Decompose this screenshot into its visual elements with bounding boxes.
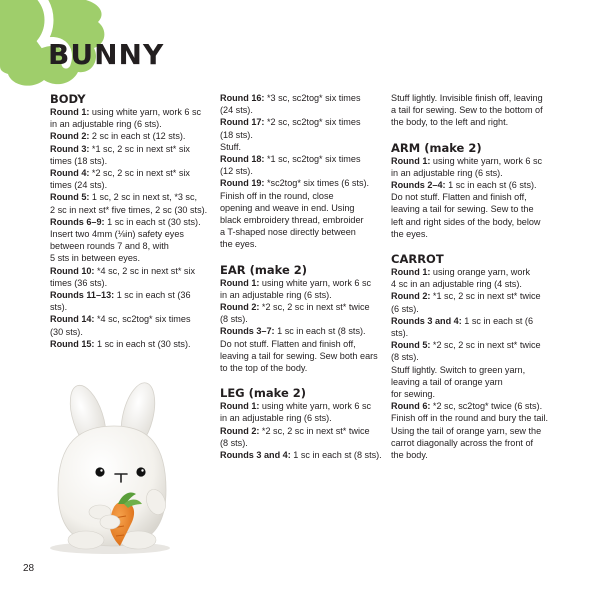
instruction-text: *1 sc, 2 sc in next st* twice (430, 291, 541, 302)
instruction-line (220, 362, 382, 374)
bunny-photo (38, 380, 188, 555)
instruction-text: Stuff. (220, 141, 242, 152)
instruction-line (391, 315, 551, 339)
round-label: Rounds 2–4: (391, 180, 446, 191)
instruction-line (391, 92, 551, 104)
instruction-line (391, 351, 551, 363)
instruction-text: Do not stuff. Flatten and finish off, (391, 192, 527, 203)
instruction-line (391, 216, 551, 228)
instruction-text: times (18 sts). (50, 155, 108, 166)
instruction-line (391, 339, 551, 351)
instruction-text: leaving a tail of orange yarn (391, 376, 503, 387)
instruction-line (50, 228, 210, 240)
round-label: Rounds 11–13: (50, 290, 115, 301)
instruction-text: using white yarn, work 6 sc (430, 155, 543, 166)
instruction-line (391, 412, 551, 424)
ear-instructions (220, 277, 382, 375)
instruction-text: black embroidery thread, embroider (220, 215, 364, 226)
instruction-text: opening and weave in end. Using (220, 202, 355, 213)
page-title: BUNNY (48, 38, 165, 71)
instruction-text: the eyes. (220, 239, 257, 250)
instruction-text: (6 sts). (391, 303, 419, 314)
instruction-line (50, 289, 210, 313)
instruction-text: Do not stuff. Flatten and finish off, (220, 338, 356, 349)
instruction-line (391, 425, 551, 437)
instruction-text: 5 sts in between eyes. (50, 253, 140, 264)
instruction-line (50, 167, 210, 179)
instruction-line (220, 116, 382, 128)
instruction-line (50, 179, 210, 191)
instruction-text: using white yarn, work 6 sc (89, 107, 202, 117)
instruction-text: times (24 sts). (50, 180, 108, 191)
instruction-line (391, 364, 551, 376)
instruction-line (50, 240, 210, 252)
instruction-line (50, 277, 210, 289)
instruction-text: using white yarn, work 6 sc (259, 277, 372, 288)
instruction-text: *2 sc, 2 sc in next st* twice (259, 302, 370, 313)
round-label: Round 2: (220, 425, 260, 436)
round-label: Round 2: (220, 302, 260, 313)
instruction-text: Finish off in the round and bury the tail. (391, 413, 549, 424)
instruction-line (391, 388, 551, 400)
round-label: Round 5: (391, 340, 431, 351)
instruction-text: *1 sc, 2 sc in next st* six (89, 143, 190, 154)
instruction-text: Stuff lightly. Switch to green yarn, (391, 364, 526, 375)
round-label: Round 4: (50, 168, 90, 179)
instruction-text: *4 sc, 2 sc in next st* six (94, 265, 196, 276)
instruction-line (220, 165, 382, 177)
instruction-text: times (36 sts). (50, 277, 108, 288)
instruction-text: (12 sts). (220, 166, 253, 177)
instruction-text: between rounds 7 and 8, with (50, 241, 169, 252)
instruction-text: the body. (391, 450, 428, 461)
instruction-line (50, 191, 210, 203)
instruction-line (220, 177, 382, 189)
instruction-text: 1 sc in each st (30 sts). (104, 216, 201, 227)
instruction-text: the body, to the left and right. (391, 117, 509, 128)
instruction-text: using white yarn, work 6 sc (259, 401, 372, 412)
instruction-line (50, 265, 210, 277)
section-heading-body: BODY (50, 92, 86, 106)
instruction-line (220, 214, 382, 226)
instruction-line (391, 437, 551, 449)
round-label: Round 1: (50, 107, 90, 117)
round-label: Rounds 3 and 4: (220, 450, 291, 461)
instruction-text: 1 sc in each st (6 sts). (445, 180, 537, 191)
round-label: Round 1: (391, 155, 431, 166)
instruction-text: Using the tail of orange yarn, sew the (391, 425, 542, 436)
round-label: Rounds 6–9: (50, 216, 105, 227)
column-middle (220, 92, 382, 461)
round-label: Round 16: (220, 93, 265, 103)
arm-instructions (391, 155, 551, 240)
round-label: Rounds 3–7: (220, 326, 275, 337)
instruction-line (220, 338, 382, 350)
round-label: Round 18: (220, 154, 265, 165)
instruction-text: leaving a tail for sewing. Sew both ears (220, 350, 378, 361)
instruction-line (391, 449, 551, 461)
section-heading-arm: ARM (make 2) (391, 140, 482, 155)
page-number: 28 (23, 563, 35, 574)
instruction-text: (8 sts). (391, 352, 419, 363)
instruction-text: (24 sts). (220, 105, 253, 116)
instruction-line (220, 289, 382, 301)
round-label: Round 17: (220, 117, 265, 128)
instruction-text: leaving a tail for sewing. Sew to the (391, 204, 534, 215)
instruction-line (391, 303, 551, 315)
instruction-line (220, 104, 382, 116)
instruction-text: for sewing. (391, 389, 435, 400)
body-instructions (50, 106, 210, 350)
instruction-text: 2 sc in next st* five times, 2 sc (30 sts). (50, 204, 208, 215)
section-heading-carrot: CARROT (391, 252, 444, 267)
instruction-text: (18 sts). (220, 129, 253, 140)
instruction-line (391, 116, 551, 128)
instruction-line (50, 252, 210, 264)
instruction-line (50, 338, 210, 350)
instruction-text: *2 sc, sc2tog* twice (6 sts). (430, 401, 543, 412)
instruction-line (220, 449, 382, 461)
round-label: Round 5: (50, 192, 90, 203)
instruction-text: (8 sts). (220, 314, 248, 325)
instruction-text: (30 sts). (50, 326, 83, 337)
leg-instructions-continued (391, 92, 551, 129)
instruction-line (50, 143, 210, 155)
instruction-text: a tail for sewing. Sew to the bottom of (391, 105, 543, 116)
instruction-text: 1 sc in each st (8 sts). (274, 326, 366, 337)
carrot-instructions (391, 266, 551, 461)
instruction-line (220, 325, 382, 337)
column-right (391, 92, 551, 461)
instruction-text: left and right sides of the body, below (391, 216, 541, 227)
instruction-line (220, 153, 382, 165)
body-instructions-continued (220, 92, 382, 251)
instruction-text: *sc2tog* six times (6 sts). (264, 178, 370, 189)
round-label: Rounds 3 and 4: (391, 315, 462, 326)
instruction-text: *2 sc, 2 sc in next st* twice (259, 425, 370, 436)
instruction-text: 1 sc in each st (36 sts). (50, 290, 191, 313)
round-label: Round 6: (391, 401, 431, 412)
instruction-line (50, 118, 210, 130)
instruction-line (50, 313, 210, 325)
instruction-line (220, 313, 382, 325)
instruction-line (220, 141, 382, 153)
instruction-text: in an adjustable ring (6 sts). (50, 119, 162, 130)
instruction-text: 1 sc in each st (30 sts). (94, 338, 191, 349)
instruction-text: *4 sc, sc2tog* six times (94, 314, 191, 325)
instruction-text: Stuff lightly. Invisible finish off, leaving (391, 93, 543, 103)
round-label: Round 2: (391, 291, 431, 302)
instruction-line (391, 203, 551, 215)
instruction-text: 1 sc in each st (6 sts). (391, 315, 534, 339)
instruction-line (391, 167, 551, 179)
instruction-line (50, 216, 210, 228)
instruction-line (220, 437, 382, 449)
instruction-text: *1 sc, sc2tog* six times (264, 154, 361, 165)
instruction-text: *2 sc, sc2tog* six times (264, 117, 361, 128)
instruction-line (220, 129, 382, 141)
instruction-text: 4 sc in an adjustable ring (4 sts). (391, 279, 522, 290)
instruction-text: Insert two 4mm (⅛in) safety eyes (50, 229, 184, 240)
instruction-text: in an adjustable ring (6 sts). (391, 167, 503, 178)
instruction-text: in an adjustable ring (6 sts). (220, 289, 332, 300)
instruction-line (391, 104, 551, 116)
instruction-line (391, 266, 551, 278)
round-label: Round 10: (50, 265, 95, 276)
instruction-text: the eyes. (391, 228, 428, 239)
instruction-text: 1 sc, 2 sc in next st, *3 sc, (89, 192, 198, 203)
round-label: Round 15: (50, 338, 95, 349)
instruction-line (220, 350, 382, 362)
instruction-line (50, 130, 210, 142)
instruction-text: 1 sc in each st (8 sts). (290, 450, 382, 461)
instruction-line (220, 226, 382, 238)
instruction-text: to the top of the body. (220, 363, 308, 374)
instruction-line (50, 106, 210, 118)
round-label: Round 3: (50, 143, 90, 154)
round-label: Round 19: (220, 178, 265, 189)
instruction-text: *2 sc, 2 sc in next st* six (89, 168, 190, 179)
leg-instructions (220, 400, 382, 461)
instruction-text: in an adjustable ring (6 sts). (220, 413, 332, 424)
instruction-line (391, 290, 551, 302)
round-label: Round 1: (391, 267, 431, 278)
round-label: Round 14: (50, 314, 95, 325)
instruction-text: Finish off in the round, close (220, 190, 334, 201)
instruction-line (50, 326, 210, 338)
instruction-line (391, 155, 551, 167)
instruction-text: 2 sc in each st (12 sts). (89, 131, 186, 142)
section-heading-ear: EAR (make 2) (220, 262, 308, 277)
round-label: Round 1: (220, 277, 260, 288)
instruction-line (220, 238, 382, 250)
instruction-line (220, 92, 382, 104)
instruction-line (220, 277, 382, 289)
instruction-text: *3 sc, sc2tog* six times (264, 93, 361, 103)
instruction-line (220, 400, 382, 412)
instruction-text: *2 sc, 2 sc in next st* twice (430, 340, 541, 351)
instruction-line (391, 179, 551, 191)
column-left (50, 92, 210, 350)
instruction-text: carrot diagonally across the front of (391, 437, 534, 448)
instruction-line (220, 301, 382, 313)
instruction-line (220, 202, 382, 214)
instruction-line (391, 228, 551, 240)
section-heading-leg: LEG (make 2) (220, 386, 307, 401)
instruction-line (50, 204, 210, 216)
instruction-line (391, 400, 551, 412)
instruction-line (50, 155, 210, 167)
round-label: Round 2: (50, 131, 90, 142)
instruction-line (391, 191, 551, 203)
instruction-text: (8 sts). (220, 437, 248, 448)
instruction-line (220, 412, 382, 424)
instruction-line (220, 190, 382, 202)
instruction-line (391, 278, 551, 290)
instruction-text: a T-shaped nose directly between (220, 227, 356, 238)
instruction-line (220, 425, 382, 437)
round-label: Round 1: (220, 401, 260, 412)
instruction-line (391, 376, 551, 388)
instruction-text: using orange yarn, work (430, 267, 530, 278)
